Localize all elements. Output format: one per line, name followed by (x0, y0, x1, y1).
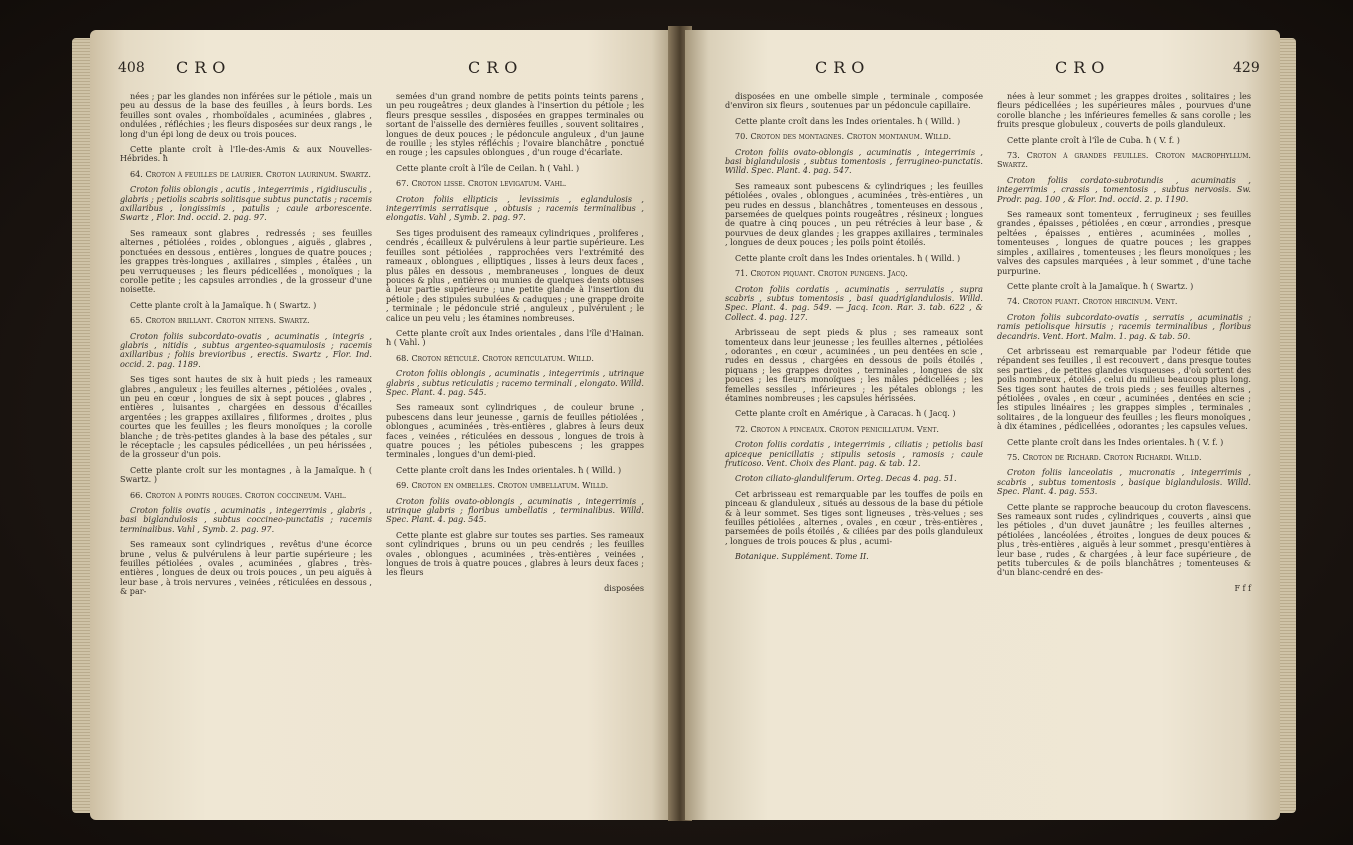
paragraph: Cette plante croît dans les Indes orientales. ħ ( Willd. ) (735, 115, 961, 126)
right-column-2 (997, 92, 1251, 599)
paragraph: Cette plante se rapproche beaucoup du croton flavescens. Ses rameaux sont rudes , cylindriques , couverts , ainsi que les pétioles , d'un duvet jaunâtre ; les feuilles alternes , pétiolées , lancéolées , étroites , longues de deux pouces & plus , très-entières , aiguës à leur sommet , presqu'entières à leur base , rudes , & chargées , à leur face supérieure , de petits tubercules & de poils blanchâtres ; tomenteuses & d'un blanc-cendré en des- (997, 501, 1251, 578)
latin-diagnosis: Croton foliis ovato-oblongis , acuminatis , integerrimis , utrinque glabris ; floribus umbellatis , terminalibus. Willd. Spec. Plant. 4. pag. 545. (386, 495, 644, 525)
left-header-right: CRO (468, 58, 524, 77)
latin-diagnosis: Croton foliis cordatis , acuminatis , serrulatis , supra scabris , subtus tomentosis , basi quadriglandulosis. Willd. Spec. Plant. 4. pag. 549. — Jacq. Icon. Rar. 3. tab. 622 , & Collect. 4. pag. 127. (725, 283, 983, 322)
paragraph: Cet arbrisseau est remarquable par l'odeur fétide que répandent ses feuilles , il est recouvert , dans presque toutes ses parties , de petites glandes visqueuses , d'où sortent des poils nombreux , étoilés , celui du milieu beaucoup plus long. Ses tiges sont hautes de trois pieds ; ses feuilles alternes , pétiolées , ovales , en cœur , acuminées , dentées en scie ; les stipules linéaires ; les grappes simples , terminales , solitaires , de la longueur des feuilles ; les fleurs monoïques , à dix étamines , pédicellées , odorantes ; les capsules velues. (997, 345, 1251, 432)
right-header-right: CRO (1055, 58, 1111, 77)
paragraph: Cette plante croît dans les Indes orientales. ħ ( Willd. ) (396, 464, 622, 475)
latin-synonym: Croton ciliato-glanduliferum. Orteg. Decas 4. pag. 51. (735, 473, 957, 484)
entry-heading: 70. Croton des montagnes. Croton montanum. Willd. (735, 131, 952, 142)
latin-diagnosis: Croton foliis subcordato-ovatis , acuminatis , integris , glabris , nitidis , subtus argenteo-squamulosis ; racemis axillaribus ; foliis brevioribus , erectis. Swartz , Flor. Ind. occid. 2. pag. 1189. (120, 330, 372, 369)
paragraph: Ses rameaux sont pubescens & cylindriques ; les feuilles pétiolées , ovales , oblongues , acuminées , très-entières , un peu rudes en dessus , blanchâtres , tomenteuses en dessous , parsemées de quelques points rougeâtres , résineux ; longues de quatre à cinq pouces , un peu rétrécies à leur base , & pourvues de deux glandes ; les grappes axillaires , terminales , longues de deux pouces ; les poils point étoilés. (725, 180, 983, 248)
right-column-1 (725, 92, 983, 568)
paragraph: Ses rameaux sont cylindriques , de couleur brune , pubescens dans leur jeunesse , garnis de feuilles pétiolées , oblongues , acuminées , très-entières , glabres à leurs deux faces , veinées , réticulées en dessous , longues de trois à quatre pouces ; les pétioles pubescens ; les grappes terminales , longues d'un demi-pied. (386, 402, 644, 460)
latin-diagnosis: Croton foliis ellipticis , levissimis , eglandulosis , integerrimis serratisque , obtusis ; racemis terminalibus , elongatis. Vahl , Symb. 2. pag. 97. (386, 193, 644, 223)
entry-heading: 74. Croton puant. Croton hircinum. Vent. (1007, 296, 1178, 307)
latin-diagnosis: Croton foliis cordatis , integerrimis , ciliatis ; petiolis basi apiceque penicillatis ; stipulis setosis , ramosis ; caule fruticoso. Vent. Choix des Plant. pag. & tab. 12. (725, 439, 983, 468)
paragraph: Cette plante est glabre sur toutes ses parties. Ses rameaux sont cylindriques , bruns ou un peu cendrés ; les feuilles ovales , oblongues , acuminées , très-entières , veinées , longues de trois à quatre pouces , glabres à leurs deux faces ; les fleurs (386, 529, 644, 578)
paragraph: Ses rameaux sont tomenteux , ferrugineux ; ses feuilles grandes , épaisses , pétiolées , en cœur , arrondies , presque peltées , épaisses , entières , acuminées , molles , tomenteuses , longues de quatre pouces ; les grappes simples , axillaires , tomenteuses ; les fleurs monoïques ; les valves des capsules marquées , à leur sommet , d'une tache purpurine. (997, 209, 1251, 276)
left-column-2 (386, 92, 644, 599)
paragraph: Cette plante croît dans les Indes orientales. ħ ( V. f. ) (1007, 436, 1224, 447)
entry-heading: 71. Croton piquant. Croton pungens. Jacq. (735, 268, 908, 279)
open-book (90, 18, 1280, 823)
paragraph: Cette plante croît en Amérique , à Caracas. ħ ( Jacq. ) (735, 408, 956, 419)
paragraph: Cette plante croît dans les Indes orientales. ħ ( Willd. ) (735, 252, 961, 263)
entry-heading: 68. Croton réticulé. Croton reticulatum. Willd. (396, 352, 594, 363)
right-header-left: CRO (815, 58, 871, 77)
latin-diagnosis: Croton foliis oblongis , acutis , integerrimis , rigidiusculis , glabris ; petiolis scabris solitisque subtus punctatis ; racemis axillaribus , longissimis , patulis ; caule arborescente. Swartz , Flor. Ind. occid. 2. pag. 97. (120, 184, 372, 223)
paragraph: Ses rameaux sont cylindriques , revêtus d'une écorce brune , velus & pulvérulens à leur partie supérieure ; les feuilles pétiolées , ovales , acuminées , glabres , très-entières , longues de deux ou trois pouces , un peu aiguës à leur base , à trois nervures , veinées , réticulées en dessous , & par- (120, 539, 372, 597)
paragraph: Cette plante croît sur les montagnes , à la Jamaïque. ħ ( Swartz. ) (120, 464, 372, 485)
paragraph: Arbrisseau de sept pieds & plus ; ses rameaux sont tomenteux dans leur jeunesse ; les feuilles alternes , pétiolées , odorantes , en cœur , acuminées , un peu dentées en scie , rudes en dessus , chargées en dessous de poils étoilés , piquans ; les grappes droites , terminales , longues de six pouces ; les fleurs monoïques ; les mâles pédicellées ; les femelles sessiles , inférieures ; les pétales oblongs ; les étamines nombreuses ; les capsules hérissées. (725, 327, 983, 403)
right-page (685, 30, 1280, 820)
entry-heading: 67. Croton lisse. Croton levigatum. Vahl. (396, 178, 567, 189)
entry-heading: 65. Croton brillant. Croton nitens. Swartz. (130, 315, 310, 326)
paragraph: disposées en une ombelle simple , terminale , composée d'environ six fleurs , soutenues par un pédoncule capillaire. (725, 91, 983, 111)
paragraph: nées ; par les glandes non inférées sur le pétiole , mais un peu au dessus de la base des feuilles , à leurs bords. Les feuilles sont ovales , rhomboïdales , acuminées , glabres , ondulées , réfléchies ; les fleurs disposées sur deux rangs , le long d'un épi long de deux ou trois pouces. (120, 91, 372, 139)
entry-heading: 66. Croton à points rouges. Croton coccineum. Vahl. (130, 489, 347, 500)
paragraph: Cette plante croît à la Jamaïque. ħ ( Swartz. ) (130, 299, 317, 310)
catchword: disposées (604, 582, 644, 593)
paragraph: Cette plante croît à l'île de Cuba. ħ ( V. f. ) (1007, 134, 1180, 145)
page-edges-right (1278, 38, 1296, 813)
right-page-number: 429 (1233, 60, 1260, 76)
paragraph: Cette plante croît à l'île de Ceilan. ħ ( Vahl. ) (396, 162, 580, 173)
latin-diagnosis: Croton foliis lanceolatis , mucronatis , integerrimis , scabris , subtus tomentosis , basique biglandulosis. Willd. Spec. Plant. 4. pag. 553. (997, 467, 1251, 497)
paragraph: Cette plante croît à la Jamaïque. ħ ( Swartz. ) (1007, 280, 1194, 291)
paragraph: Ses tiges produisent des rameaux cylindriques , proliferes , cendrés , écailleux & pulvérulens à leur partie supérieure. Les feuilles sont pétiolées , rapprochées vers l'extrémité des rameaux , oblongues , elliptiques , lisses à leurs deux faces , plus pâles en dessous , membraneuses , longues de deux pouces & plus , entières ou munies de quelques dents obtuses à leur partie supérieure ; une petite glande à l'insertion du pétiole ; des stipules subulées & caduques ; une grappe droite , terminale ; le pédoncule strié , anguleux , pulvérulent ; le calice un peu velu ; les étamines nombreuses. (386, 227, 644, 323)
latin-diagnosis: Croton foliis cordato-subrotundis , acuminatis , integerrimis , crassis , tomentosis , subtus nervosis. Sw. Prodr. pag. 100 , & Flor. Ind. occid. 2. p. 1190. (997, 174, 1251, 204)
latin-diagnosis: Croton foliis ovato-oblongis , acuminatis , integerrimis , basi biglandulosis , subtus tomentosis , ferrugineo-punctatis. Willd. Spec. Plant. 4. pag. 547. (725, 146, 983, 176)
paragraph: Ses tiges sont hautes de six à huit pieds ; les rameaux glabres , anguleux ; les feuilles alternes , pétiolées , ovales , un peu en cœur , longues de six à sept pouces , glabres , entières , luisantes , chargées en dessous d'écailles argentées ; les grappes axillaires , filiformes , droites , plus courtes que les feuilles ; les fleurs monoïques ; la corolle blanche ; de très-petites glandes à la base des pétales , sur le réceptacle ; les capsules pédicellées , un peu hérissées , de la grosseur d'un pois. (120, 374, 372, 460)
paragraph: Cette plante croît aux Indes orientales , dans l'île d'Hainan. ħ ( Vahl. ) (386, 327, 644, 348)
left-header-left: CRO (176, 58, 232, 77)
latin-diagnosis: Croton foliis ovatis , acuminatis , integerrimis , glabris , basi biglandulosis , subtus coccineo-punctatis ; racemis terminalibus. Vahl , Symb. 2. pag. 97. (120, 505, 372, 534)
entry-heading: 69. Croton en ombelles. Croton umbellatum. Willd. (396, 480, 609, 491)
left-page-number: 408 (118, 60, 145, 76)
entry-heading: 64. Croton à feuilles de laurier. Croton laurinum. Swartz. (130, 168, 371, 179)
page-footer: Botanique. Supplément. Tome II. (735, 552, 869, 562)
entry-heading: 73. Croton à grandes feuilles. Croton macrophyllum. Swartz. (997, 150, 1251, 170)
page-edges-left (72, 38, 92, 813)
paragraph: Ses rameaux sont glabres , redressés ; ses feuilles alternes , pétiolées , roides , oblongues , aiguës , glabres , ponctuées en dessous , entières , longues de quatre pouces ; les grappes très-longues , axillaires , simples , étalées , un peu verruqueuses ; les fleurs pédicellées , monoïques ; la corolle petite ; les capsules arrondies , de la grosseur d'une noisette. (120, 227, 372, 295)
left-page (90, 30, 675, 820)
paragraph: nées à leur sommet ; les grappes droites , solitaires ; les fleurs pédicellées ; les supérieures mâles , pourvues d'une corolle blanche ; les inférieures femelles & sans corolle ; les fruits presque globuleux , couverts de poils glanduleux. (997, 91, 1251, 130)
paragraph: semées d'un grand nombre de petits points teints parens , un peu rougeâtres ; deux glandes à l'insertion du pétiole ; les fleurs presque sessiles , disposées en grappes terminales ou sortant de l'aisselle des dernières feuilles , souvent solitaires , longues de deux pouces ; le pédoncule anguleux , d'un jaune de rouille ; les styles réfléchis ; l'ovaire blanchâtre , ponctué en rouge ; les capsules oblongues , d'un rouge d'écarlate. (386, 91, 644, 158)
latin-diagnosis: Croton foliis subcordato-ovatis , serratis , acuminatis ; ramis petiolisque hirsutis ; racemis terminalibus , floribus decandris. Vent. Hort. Malm. 1. pag. & tab. 50. (997, 311, 1251, 341)
paragraph: Cet arbrisseau est remarquable par les touffes de poils en pinceau & glanduleux , situés au dessous de la base du pétiole & à leur sommet. Ses tiges sont ligneuses , très-velues ; ses feuilles pétiolées , alternes , ovales , en cœur , très-entières , parsemées de poils étoilés , & ciliées par des poils glanduleux , longues de trois pouces & plus , acumi- (725, 488, 983, 546)
entry-heading: 72. Croton à pinceaux. Croton penicillatum. Vent. (735, 423, 939, 434)
latin-diagnosis: Croton foliis oblongis , acuminatis , integerrimis , utrinque glabris , subtus reticulatis ; racemo terminali , elongato. Willd. Spec. Plant. 4. pag. 545. (386, 368, 644, 397)
signature-mark: F f f (1234, 583, 1251, 593)
entry-heading: 75. Croton de Richard. Croton Richardi. Willd. (1007, 452, 1202, 462)
paragraph: Cette plante croît à l'Ile-des-Amis & aux Nouvelles-Hébrides. ħ (120, 144, 372, 164)
left-column-1 (120, 92, 372, 603)
